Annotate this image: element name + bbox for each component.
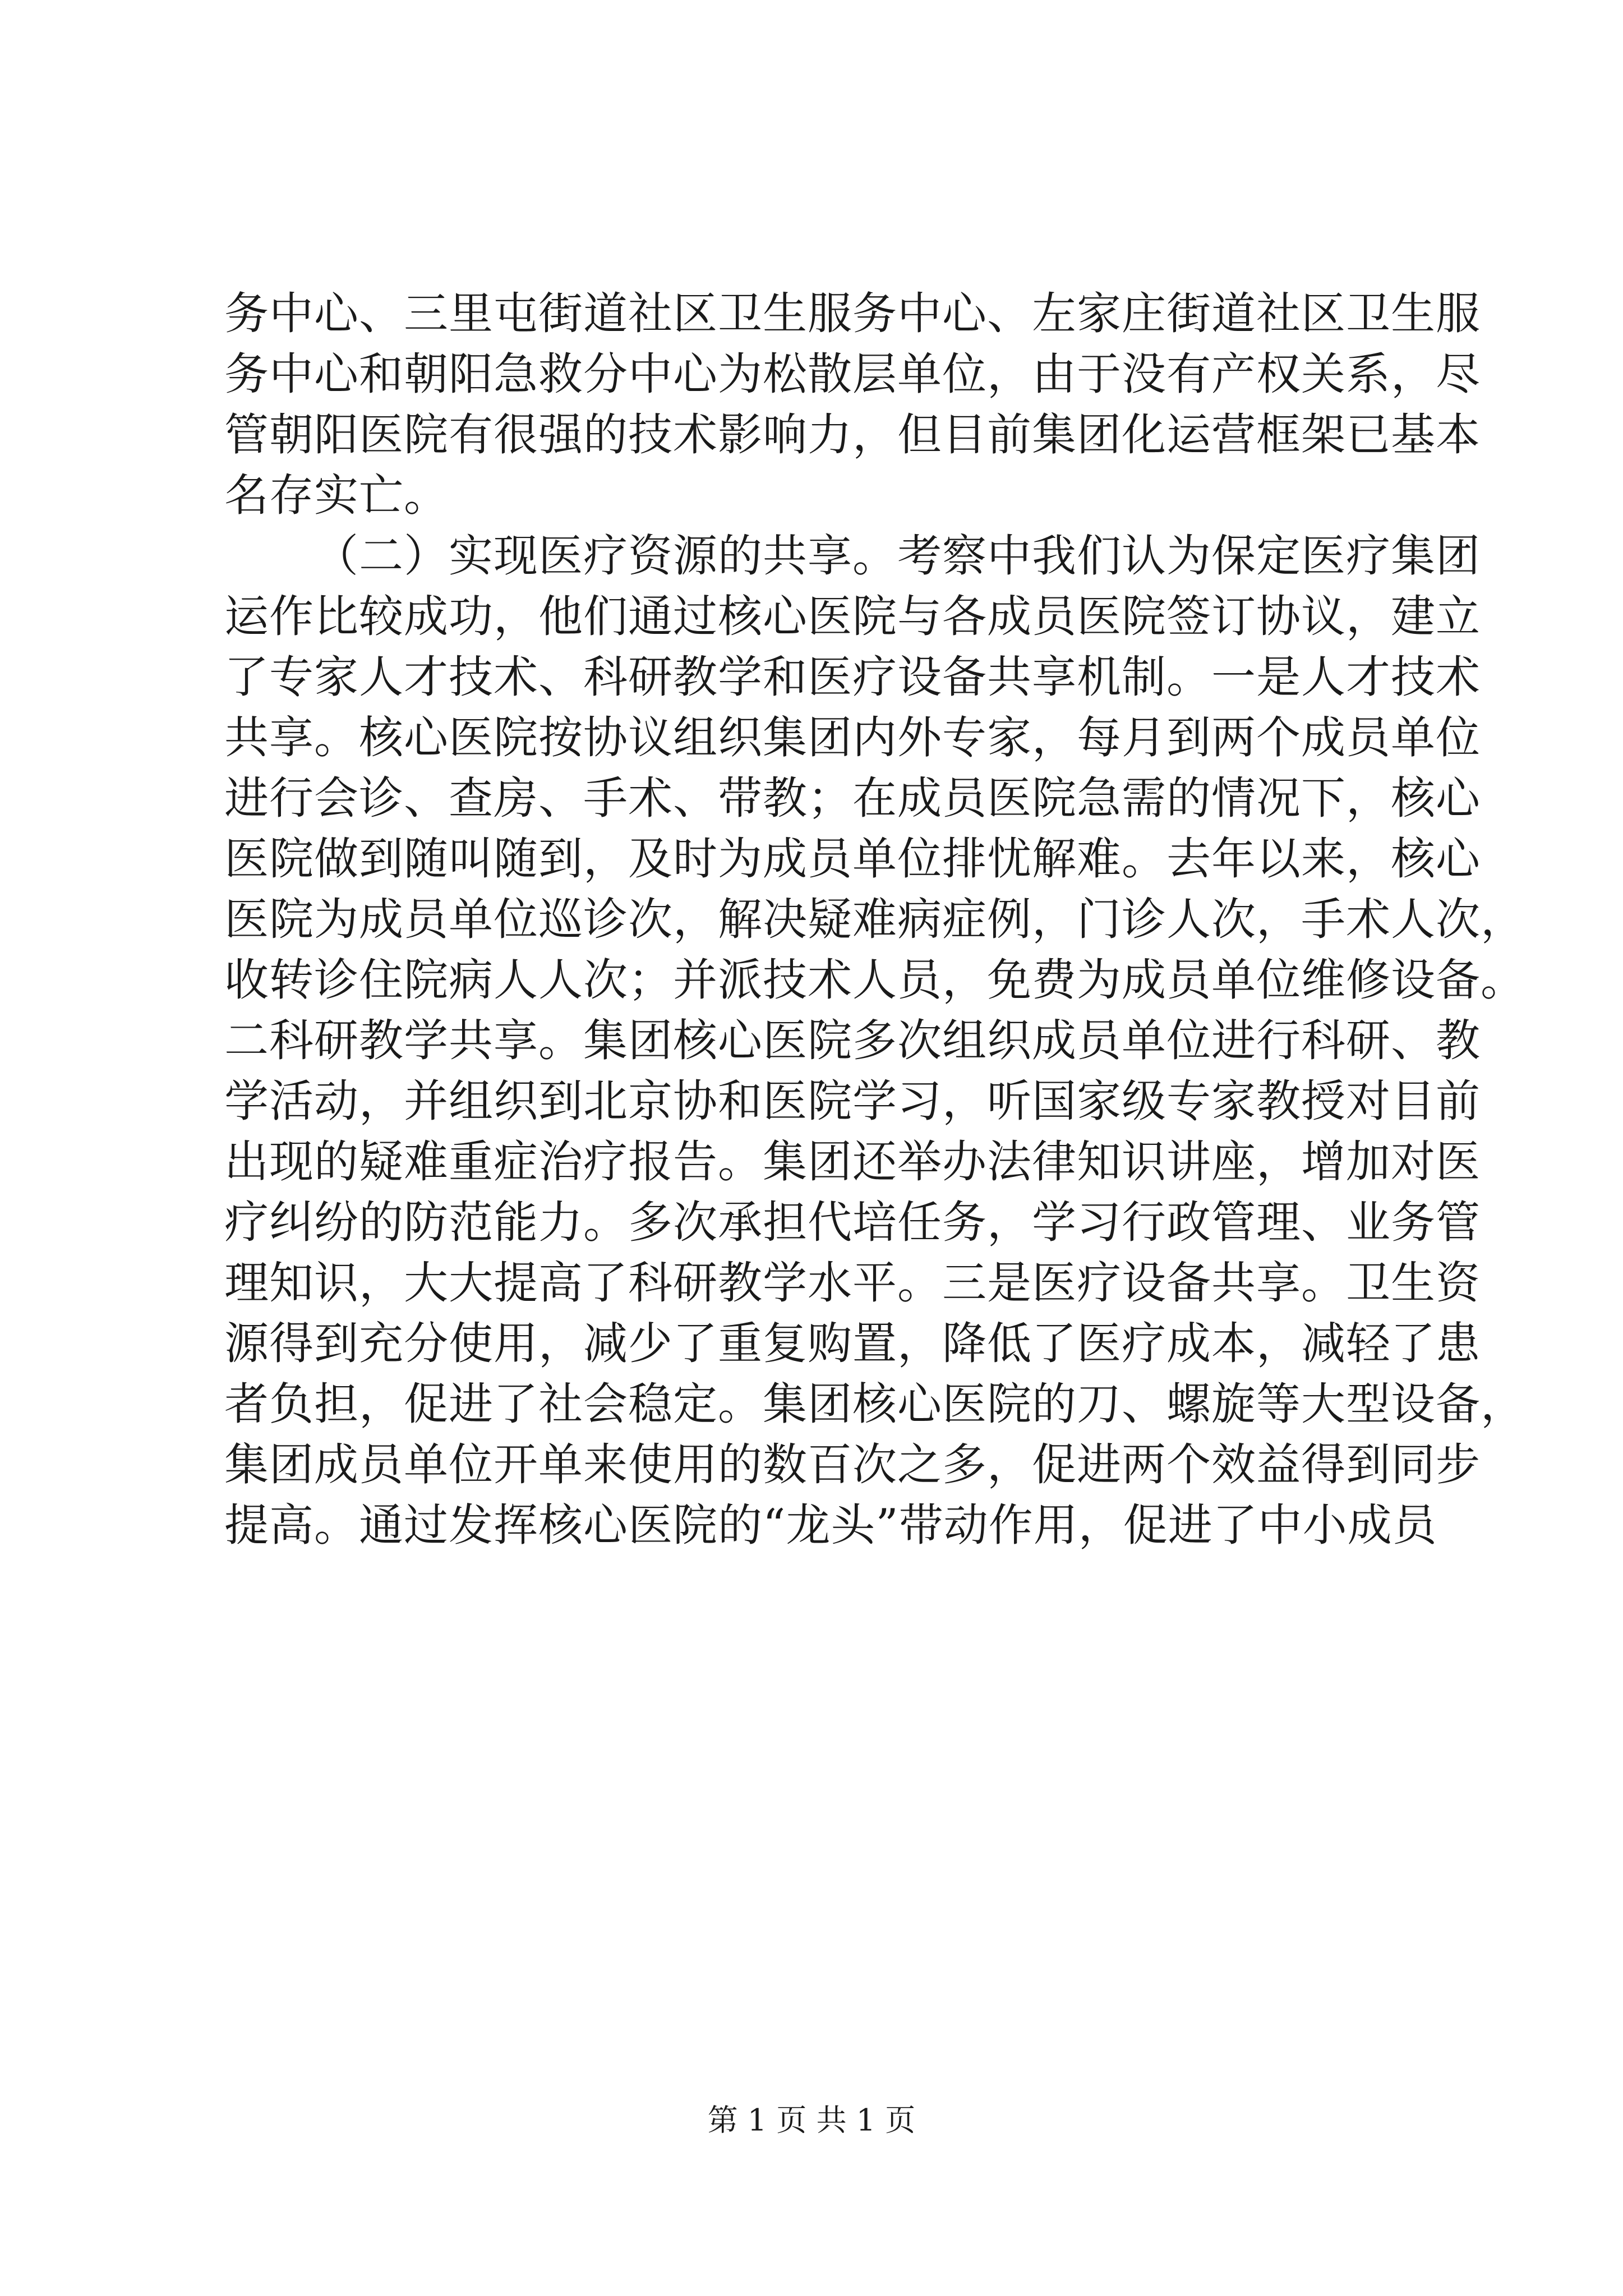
text-line: 源得到充分使用，减少了重复购置，降低了医疗成本，减轻了患 bbox=[224, 1318, 1481, 1369]
text-line: 务中心和朝阳急救分中心为松散层单位，由于没有产权关系，尽 bbox=[224, 348, 1481, 400]
text-line: 共享。核心医院按协议组织集团内外专家，每月到两个成员单位 bbox=[224, 712, 1481, 763]
text-line: 管朝阳医院有很强的技术影响力，但目前集团化运营框架已基本 bbox=[224, 409, 1481, 461]
text-line: 医院为成员单位巡诊次，解决疑难病症例，门诊人次，手术人次， bbox=[224, 894, 1525, 945]
text-line: 疗纠纷的防范能力。多次承担代培任务，学习行政管理、业务管 bbox=[224, 1197, 1481, 1248]
text-line: 了专家人才技术、科研教学和医疗设备共享机制。一是人才技术 bbox=[224, 651, 1481, 703]
text-line: 二科研教学共享。集团核心医院多次组织成员单位进行科研、教 bbox=[224, 1015, 1481, 1066]
text-line: 收转诊住院病人人次；并派技术人员，免费为成员单位维修设备。 bbox=[224, 954, 1525, 1006]
text-line: 医院做到随叫随到，及时为成员单位排忧解难。去年以来，核心 bbox=[224, 833, 1481, 885]
text-line: 进行会诊、查房、手术、带教；在成员医院急需的情况下，核心 bbox=[224, 772, 1481, 824]
paragraph-start-line: （二）实现医疗资源的共享。考察中我们认为保定医疗集团 bbox=[314, 530, 1481, 582]
text-line: 学活动，并组织到北京协和医院学习，听国家级专家教授对目前 bbox=[224, 1075, 1481, 1127]
text-line: 务中心、三里屯街道社区卫生服务中心、左家庄街道社区卫生服 bbox=[224, 288, 1481, 339]
text-line: 名存实亡。 bbox=[224, 470, 449, 521]
text-line: 出现的疑难重症治疗报告。集团还举办法律知识讲座，增加对医 bbox=[224, 1136, 1481, 1188]
text-line: 集团成员单位开单来使用的数百次之多，促进两个效益得到同步 bbox=[224, 1439, 1481, 1490]
text-line: 提高。通过发挥核心医院的“龙头”带动作用，促进了中小成员 bbox=[224, 1499, 1437, 1551]
text-line: 者负担，促进了社会稳定。集团核心医院的刀、螺旋等大型设备， bbox=[224, 1378, 1525, 1430]
text-line: 运作比较成功，他们通过核心医院与各成员医院签订协议，建立 bbox=[224, 591, 1481, 642]
page-number-footer: 第 1 页 共 1 页 bbox=[707, 2102, 916, 2138]
body-text bbox=[224, 283, 1525, 1556]
text-line: 理知识，大大提高了科研教学水平。三是医疗设备共享。卫生资 bbox=[224, 1257, 1481, 1309]
